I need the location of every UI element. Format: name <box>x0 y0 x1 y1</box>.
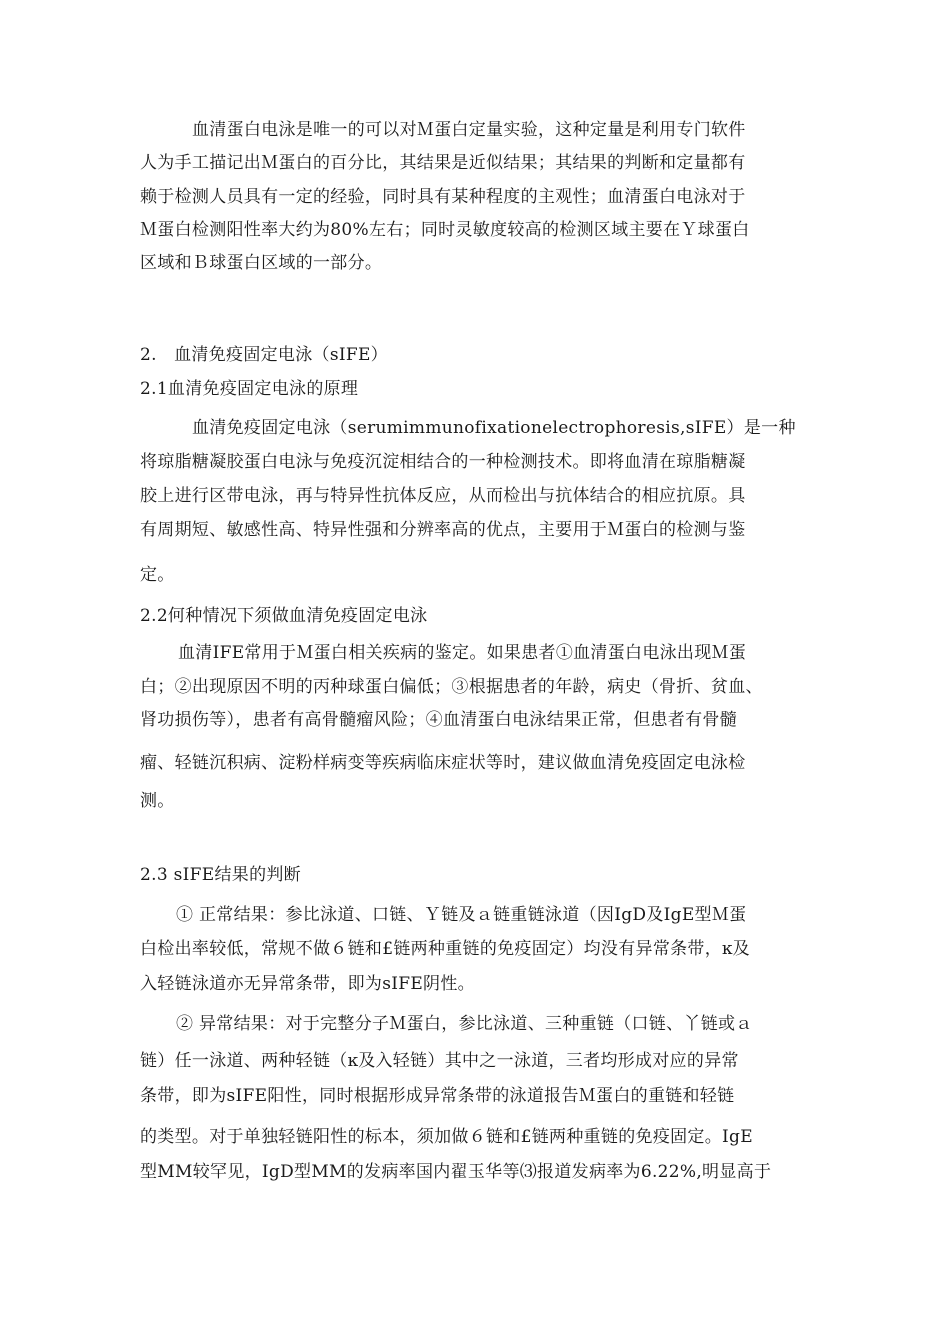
paragraph-2-3-b-line-3: 条带，即为sIFE阳性，同时根据形成异常条带的泳道报告Ｍ蛋白的重链和轻链 <box>140 1086 735 1106</box>
paragraph-2-2-line-2: 白；②出现原因不明的丙种球蛋白偏低；③根据患者的年龄，病史（骨折、贫血、 <box>140 677 763 697</box>
paragraph-2-1-line-2: 将琼脂糖凝胶蛋白电泳与免疫沉淀相结合的一种检测技术。即将血清在琼脂糖凝 <box>140 452 746 472</box>
paragraph-2-3-b-line-5: 型MM较罕见，IgD型MM的发病率国内翟玉华等⑶报道发病率为6.22%,明显高于 <box>140 1162 772 1182</box>
paragraph-1-line-1: 血清蛋白电泳是唯一的可以对Ｍ蛋白定量实验，这种定量是利用专门软件 <box>192 120 746 140</box>
paragraph-2-2-line-3: 肾功损伤等），患者有高骨髓瘤风险；④血清蛋白电泳结果正常，但患者有骨髓 <box>140 710 737 730</box>
paragraph-2-1-line-1: 血清免疫固定电泳（serumimmunofixationelectrophoresis,sIFE）是一种 <box>192 418 796 438</box>
paragraph-2-3-a-line-3: 入轻链泳道亦无异常条带，即为sIFE阴性。 <box>140 974 475 994</box>
paragraph-2-2-line-4: 瘤、轻链沉积病、淀粉样病变等疾病临床症状等时，建议做血清免疫固定电泳检 <box>140 753 746 773</box>
paragraph-2-3-b-line-4: 的类型。对于单独轻链阳性的标本，须加做６链和£链两种重链的免疫固定。IgE <box>140 1127 753 1147</box>
paragraph-2-3-a-line-1: ① 正常结果：参比泳道、口链、Ｙ链及ａ链重链泳道（因IgD及IgE型Ｍ蛋 <box>176 905 747 925</box>
paragraph-2-1-line-5: 定。 <box>140 565 175 585</box>
paragraph-2-1-line-4: 有周期短、敏感性高、特异性强和分辨率高的优点，主要用于Ｍ蛋白的检测与鉴 <box>140 520 746 540</box>
paragraph-2-2-line-5: 测。 <box>140 791 175 811</box>
section-2-1-heading: 2.1血清免疫固定电泳的原理 <box>140 379 359 399</box>
section-2-2-heading: 2.2何种情况下须做血清免疫固定电泳 <box>140 606 428 626</box>
paragraph-2-2-line-1: 血清IFE常用于Ｍ蛋白相关疾病的鉴定。如果患者①血清蛋白电泳出现Ｍ蛋 <box>178 643 747 663</box>
paragraph-2-3-b-line-1: ② 异常结果：对于完整分子Ｍ蛋白，参比泳道、三种重链（口链、丫链或ａ <box>176 1014 753 1034</box>
paragraph-1-line-3: 赖于检测人员具有一定的经验，同时具有某种程度的主观性；血清蛋白电泳对于 <box>140 187 746 207</box>
section-2-3-heading: 2.3 sIFE结果的判断 <box>140 865 301 885</box>
section-2-heading: 2. 血清免疫固定电泳（sIFE） <box>140 345 388 365</box>
paragraph-2-1-line-3: 胶上进行区带电泳，再与特异性抗体反应，从而检出与抗体结合的相应抗原。具 <box>140 486 746 506</box>
paragraph-1-line-4: Ｍ蛋白检测阳性率大约为80%左右；同时灵敏度较高的检测区域主要在Ｙ球蛋白 <box>140 220 750 240</box>
paragraph-1-line-5: 区域和Ｂ球蛋白区域的一部分。 <box>140 253 383 273</box>
paragraph-1-line-2: 人为手工描记出Ｍ蛋白的百分比，其结果是近似结果；其结果的判断和定量都有 <box>140 153 746 173</box>
paragraph-2-3-b-line-2: 链）任一泳道、两种轻链（ĸ及入轻链）其中之一泳道，三者均形成对应的异常 <box>140 1051 739 1071</box>
paragraph-2-3-a-line-2: 白检出率较低，常规不做６链和£链两种重链的免疫固定）均没有异常条带，ĸ及 <box>140 939 750 959</box>
